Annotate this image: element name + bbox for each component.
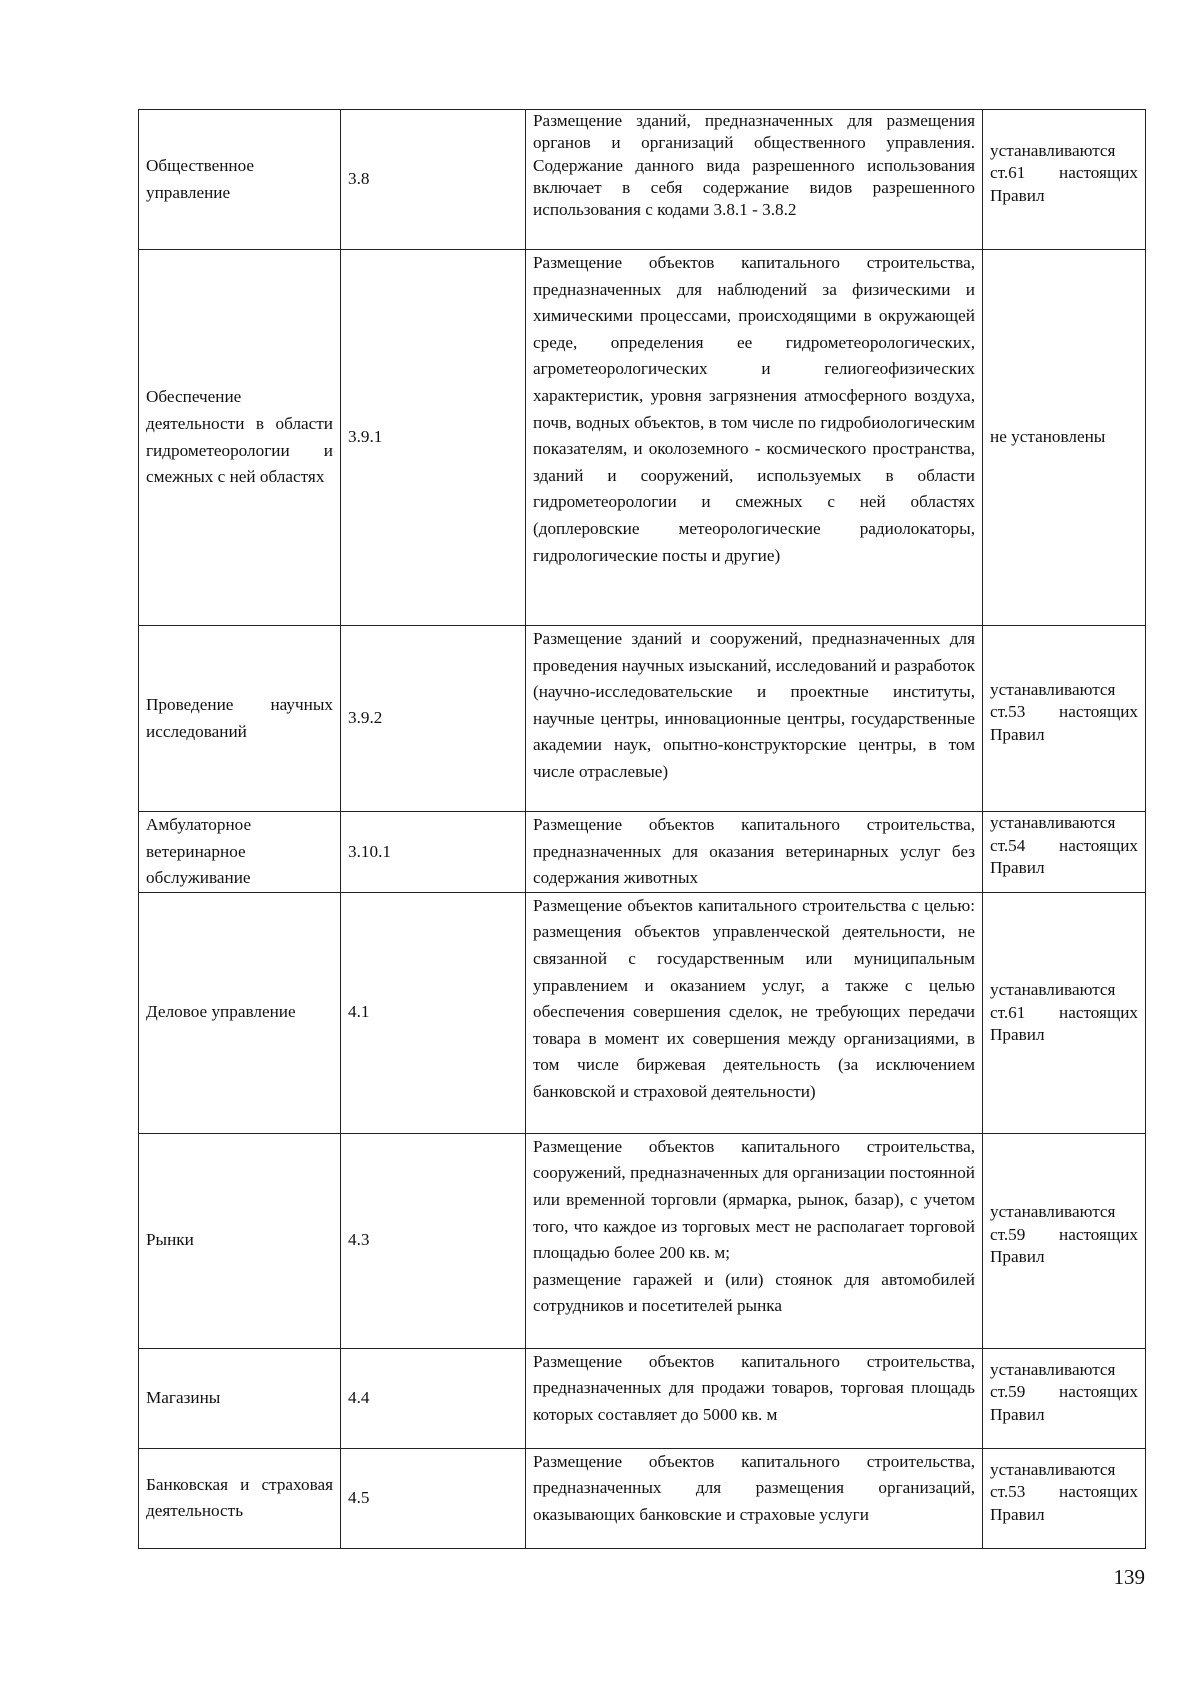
use-name-cell: Деловое управление (139, 892, 341, 1133)
page-number: 139 (1113, 1565, 1145, 1589)
use-name-cell: Рынки (139, 1133, 341, 1348)
use-params-text: устанавливаются ст.54 настоящих Правил (990, 813, 1138, 878)
table-row (139, 250, 1146, 626)
table-row (139, 812, 1146, 893)
use-params-cell (983, 110, 1146, 250)
use-description-cell: Размещение зданий и сооружений, предназначенных для проведения научных изысканий, исследований и разработок (научно-исследовательские и проектные институты, научные центры, инновационные центры, государственные академии наук, опытно-конструкторские центры, в том числе отраслевые) (526, 626, 983, 812)
use-name-cell: Общественное управление (139, 110, 341, 250)
use-name-cell: Обеспечение деятельности в области гидрометеорологии и смежных с ней областях (139, 250, 341, 626)
use-code-cell: 4.5 (341, 1448, 526, 1548)
use-params-cell (983, 626, 1146, 812)
use-code-cell: 4.1 (341, 892, 526, 1133)
use-params-text: устанавливаются ст.59 настоящих Правил (990, 1359, 1138, 1424)
use-params-text: устанавливаются ст.61 настоящих Правил (990, 980, 1138, 1045)
table-row (139, 892, 1146, 1133)
land-use-table (138, 109, 1146, 1549)
use-params-cell (983, 1348, 1146, 1448)
use-description-cell: Размещение объектов капитального строительства, предназначенных для наблюдений за физическими и химическими процессами, происходящими в окружающей среде, определения ее гидрометеорологических, агрометеорологических и гелиогеофизических характеристик, уровня загрязнения атмосферного воздуха, почв, водных объектов, в том числе по гидробиологическим показателям, и околоземного - космического пространства, зданий и сооружений, используемых в области гидрометеорологии и смежных с ней областях (доплеровские метеорологические радиолокаторы, гидрологические посты и другие) (526, 250, 983, 626)
use-params-text: устанавливаются ст.61 настоящих Правил (990, 140, 1138, 205)
use-params-text: устанавливаются ст.53 настоящих Правил (990, 679, 1138, 744)
use-code-cell: 3.9.1 (341, 250, 526, 626)
use-code-cell: 3.10.1 (341, 812, 526, 893)
table-row (139, 1133, 1146, 1348)
table-row (139, 1348, 1146, 1448)
table-row (139, 626, 1146, 812)
use-description-part-2: размещение гаражей и (или) стоянок для автомобилей сотрудников и посетителей рынка (533, 1269, 975, 1316)
use-code-cell: 3.8 (341, 110, 526, 250)
use-params-cell (983, 812, 1146, 893)
use-description-cell: Размещение объектов капитального строительства, предназначенных для оказания ветеринарных услуг без содержания животных (526, 812, 983, 893)
use-description-cell (526, 1133, 983, 1348)
use-params-text: не установлены (990, 427, 1106, 447)
use-code-cell: 3.9.2 (341, 626, 526, 812)
use-name-cell: Проведение научных исследований (139, 626, 341, 812)
use-code-cell: 4.4 (341, 1348, 526, 1448)
use-description-cell: Размещение зданий, предназначенных для размещения органов и организаций общественного управления. Содержание данного вида разрешенного использования включает в себя содержание видов разрешенного использования с кодами 3.8.1 - 3.8.2 (526, 110, 983, 250)
use-params-cell (983, 250, 1146, 626)
use-params-text: устанавливаются ст.59 настоящих Правил (990, 1202, 1138, 1267)
table-row (139, 110, 1146, 250)
table-row (139, 1448, 1146, 1548)
use-params-cell (983, 892, 1146, 1133)
use-code-cell: 4.3 (341, 1133, 526, 1348)
use-name-cell: Амбулаторное ветеринарное обслуживание (139, 812, 341, 893)
use-name-cell: Магазины (139, 1348, 341, 1448)
use-description-cell: Размещение объектов капитального строительства, предназначенных для размещения организаций, оказывающих банковские и страховые услуги (526, 1448, 983, 1548)
use-name-cell: Банковская и страховая деятельность (139, 1448, 341, 1548)
use-description-part-1: Размещение объектов капитального строительства, сооружений, предназначенных для организации постоянной или временной торговли (ярмарка, рынок, базар), с учетом того, что каждое из торговых мест не располагает торговой площадью более 200 кв. м; (533, 1136, 975, 1263)
use-description-cell: Размещение объектов капитального строительства, предназначенных для продажи товаров, торговая площадь которых составляет до 5000 кв. м (526, 1348, 983, 1448)
use-params-text: устанавливаются ст.53 настоящих Правил (990, 1459, 1138, 1524)
use-description-cell: Размещение объектов капитального строительства с целью: размещения объектов управленческой деятельности, не связанной с государственным или муниципальным управлением и оказанием услуг, а также с целью обеспечения совершения сделок, не требующих передачи товара в момент их совершения между организациями, в том числе биржевая деятельность (за исключением банковской и страховой деятельности) (526, 892, 983, 1133)
use-params-cell (983, 1448, 1146, 1548)
use-params-cell (983, 1133, 1146, 1348)
